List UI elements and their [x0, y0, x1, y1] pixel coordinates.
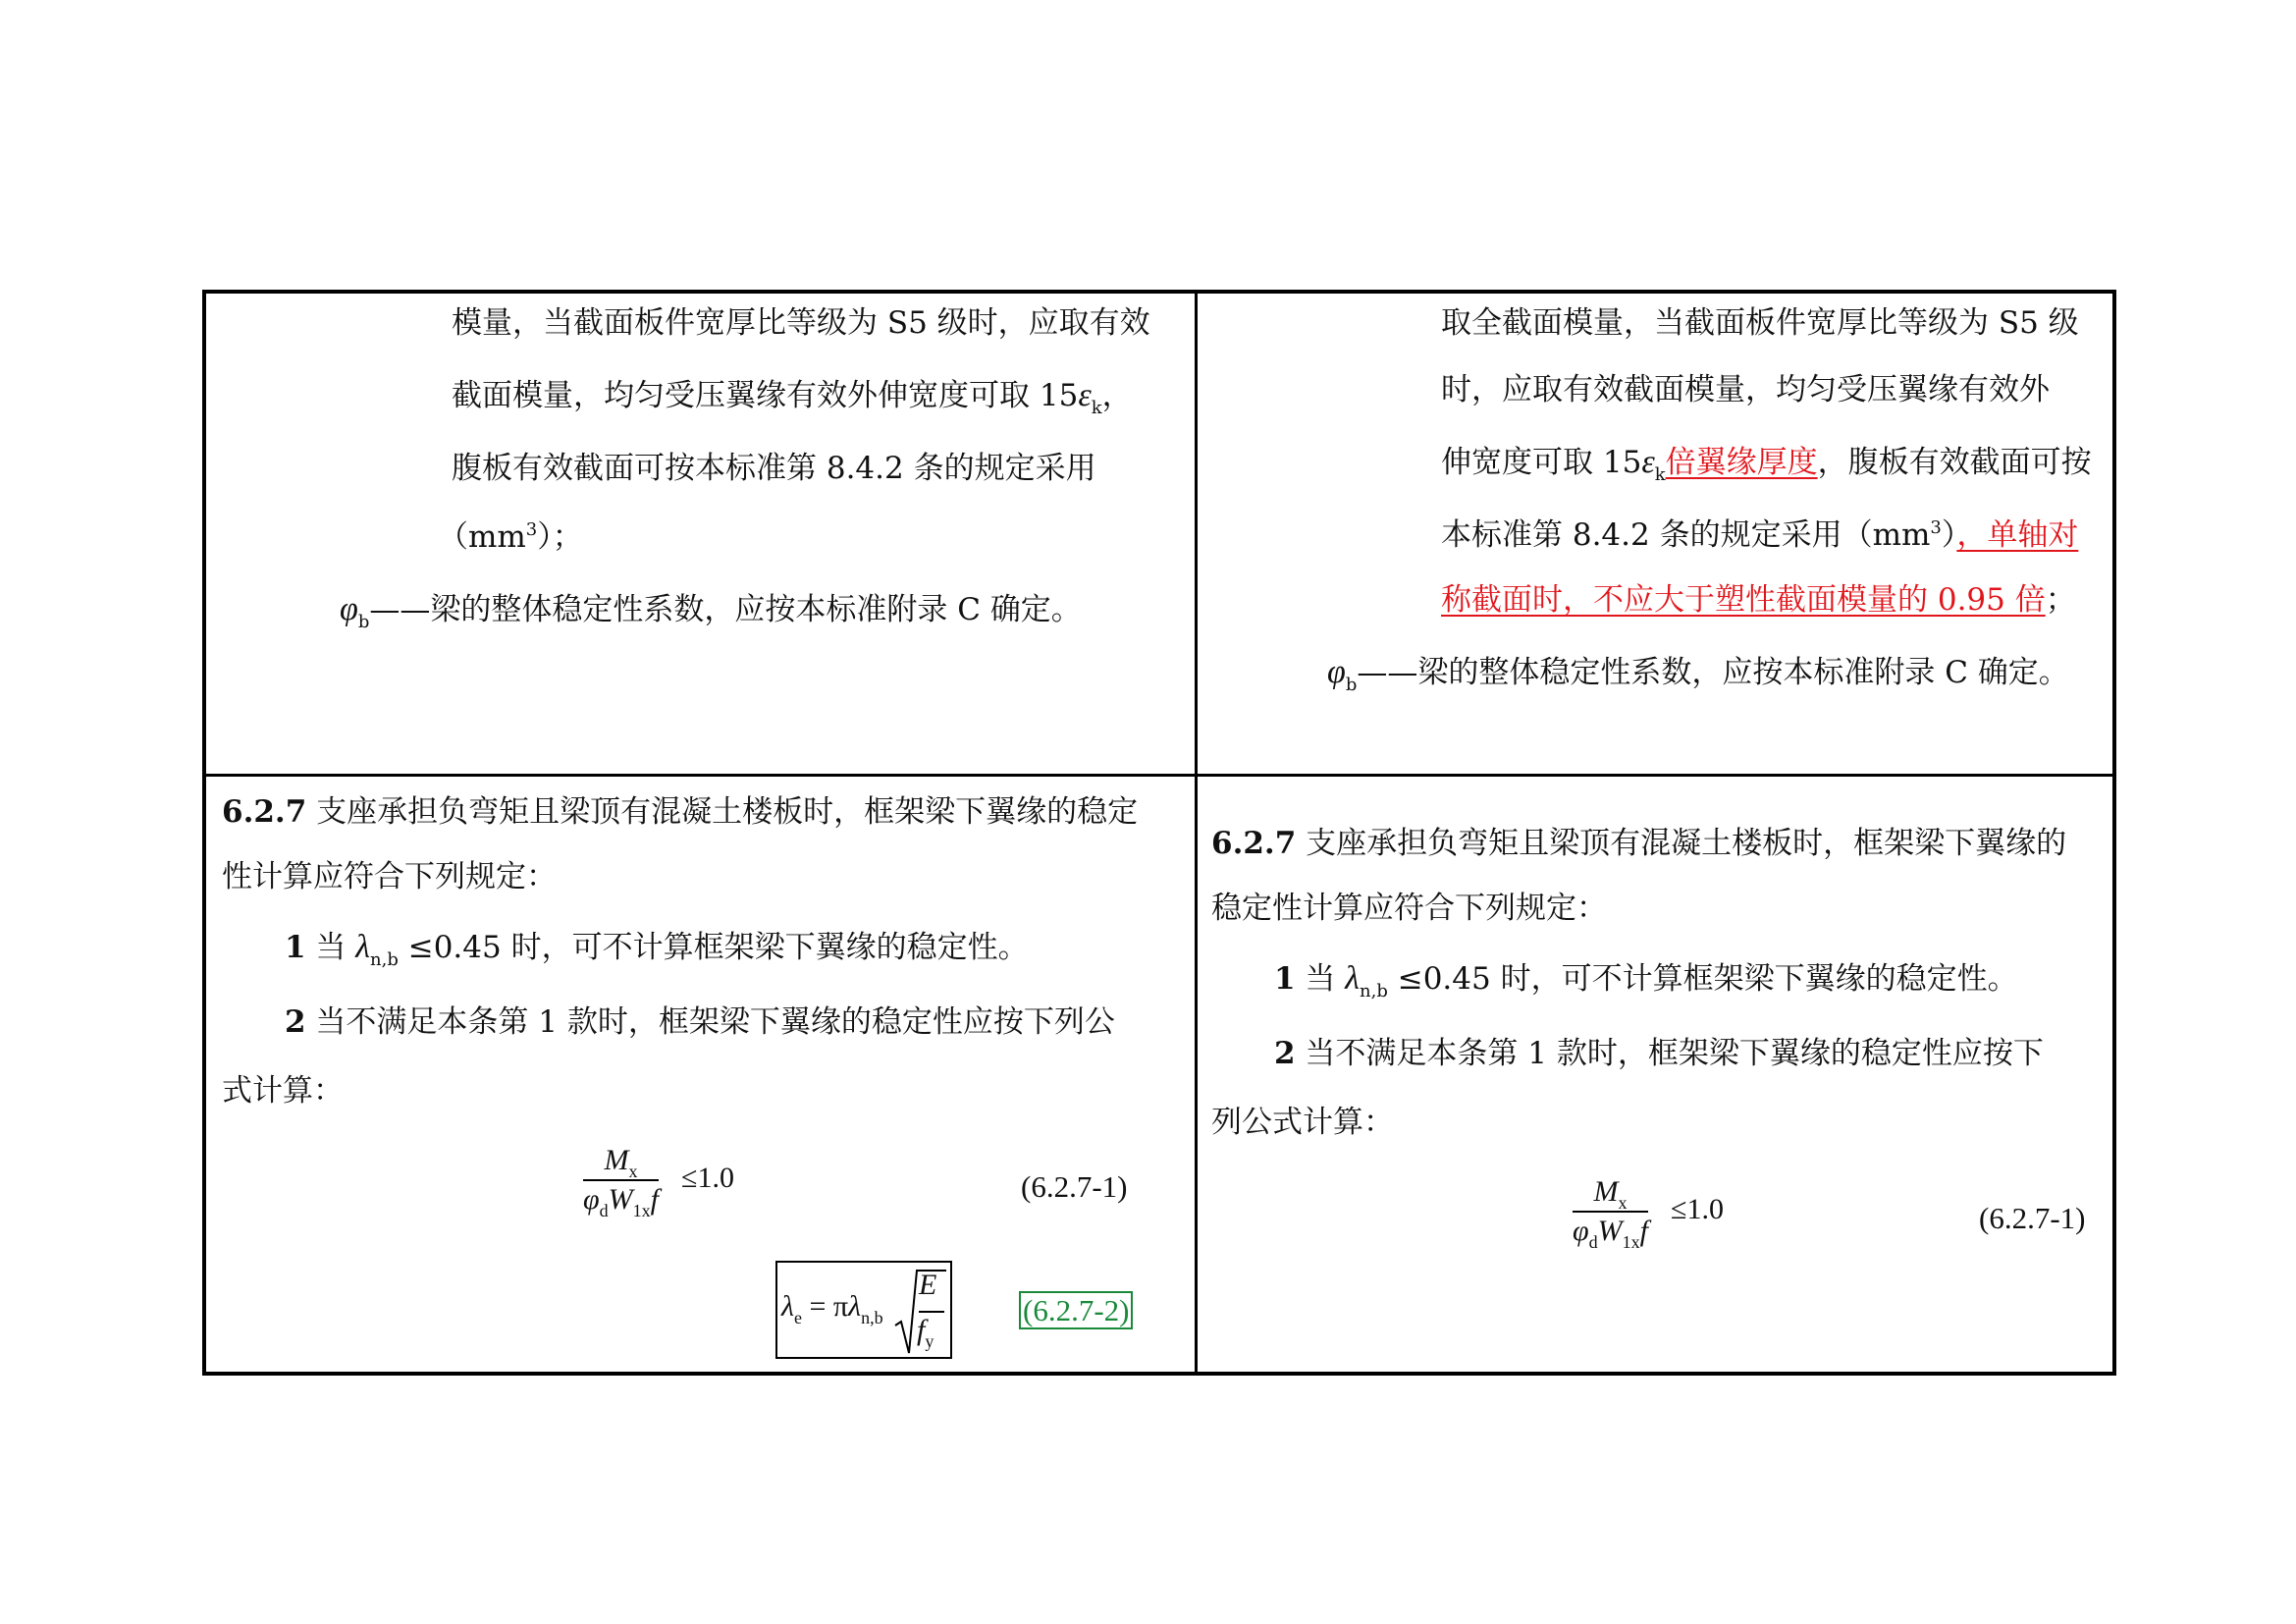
clause-number: 6.2.7: [1211, 826, 1297, 861]
left-top-line-1: 模量，当截面板件宽厚比等级为 S5 级时，应取有效: [452, 305, 1150, 341]
right-phi-definition: $\varphi_b——$梁的整体稳定性系数，应按本标准附录 C 确定。: [1327, 654, 2069, 695]
right-top-line-2: 时，应取有效截面模量，均匀受压翼缘有效外: [1441, 372, 2050, 407]
right-clause-line-2: 稳定性计算应符合下列规定：: [1211, 891, 1607, 926]
left-item-2-line-1: 2 当不满足本条第 1 款时，框架梁下翼缘的稳定性应按下列公: [285, 1004, 1115, 1040]
left-formula-2-sqrt-num: E: [919, 1269, 937, 1301]
left-formula-1-fraction: $M_x$ $\varphi_dW_{1x}f$: [583, 1144, 659, 1220]
right-formula-1-fraction: $M_x$ $\varphi_dW_{1x}f$: [1573, 1175, 1648, 1252]
left-item-2-line-2: 式计算：: [222, 1073, 344, 1109]
left-formula-2-box: [775, 1261, 952, 1359]
revision-insert: ，单轴对: [1956, 517, 2079, 553]
right-item-2-line-1: 2 当不满足本条第 1 款时，框架梁下翼缘的稳定性应按下: [1274, 1036, 2044, 1071]
left-formula-2-sqrt-den: $f_y$: [917, 1314, 934, 1351]
left-item-1: 1 当 $\lambda_{n,b} \le 0.45$ 时，可不计算框架梁下翼缘的稳定性。: [285, 929, 1029, 970]
right-formula-1-inequality: ≤1.0: [1671, 1193, 1724, 1225]
revision-insert: 称截面时，不应大于塑性截面模量的 0.95 倍: [1441, 582, 2046, 618]
left-phi-definition: $\varphi_b——$梁的整体稳定性系数，应按本标准附录 C 确定。: [340, 591, 1082, 632]
left-formula-1-inequality: ≤1.0: [681, 1162, 734, 1194]
right-top-line-4: 本标准第 8.4.2 条的规定采用$(mm^3)$，单轴对: [1441, 517, 2079, 553]
left-formula-2-number: (6.2.7-2): [1019, 1293, 1133, 1328]
revision-insert: 倍翼缘厚度: [1665, 445, 1818, 480]
right-top-line-3: 伸宽度可取 $15\varepsilon_k$倍翼缘厚度，腹板有效截面可按: [1441, 444, 2092, 485]
right-top-line-1: 取全截面模量，当截面板件宽厚比等级为 S5 级: [1441, 305, 2079, 341]
left-formula-2-lhs: $\lambda_e = \pi\lambda_{n,b}$: [781, 1290, 883, 1327]
column-divider: [1195, 294, 1198, 1372]
right-formula-1-number: (6.2.7-1): [1979, 1201, 2086, 1235]
left-top-line-4: $(mm^3)$；: [438, 519, 583, 555]
left-top-line-2: 截面模量，均匀受压翼缘有效外伸宽度可取 $15\varepsilon_k$，: [452, 377, 1133, 418]
right-top-line-5: 称截面时，不应大于塑性截面模量的 0.95 倍；: [1441, 582, 2076, 618]
right-item-2-line-2: 列公式计算：: [1211, 1105, 1394, 1140]
left-top-line-3: 腹板有效截面可按本标准第 8.4.2 条的规定采用: [452, 451, 1096, 486]
left-formula-1-number: (6.2.7-1): [1021, 1169, 1128, 1204]
left-clause-line-2: 性计算应符合下列规定：: [222, 859, 557, 894]
comparison-table: [202, 290, 2116, 1376]
row-divider: [206, 774, 2112, 777]
left-clause-line-1: 6.2.7 支座承担负弯矩且梁顶有混凝土楼板时，框架梁下翼缘的稳定: [222, 794, 1139, 830]
right-clause-line-1: 6.2.7 支座承担负弯矩且梁顶有混凝土楼板时，框架梁下翼缘的: [1211, 826, 2067, 861]
clause-number: 6.2.7: [222, 794, 307, 830]
right-item-1: 1 当 $\lambda_{n,b} \le 0.45$ 时，可不计算框架梁下翼缘的稳定性。: [1274, 960, 2018, 1001]
